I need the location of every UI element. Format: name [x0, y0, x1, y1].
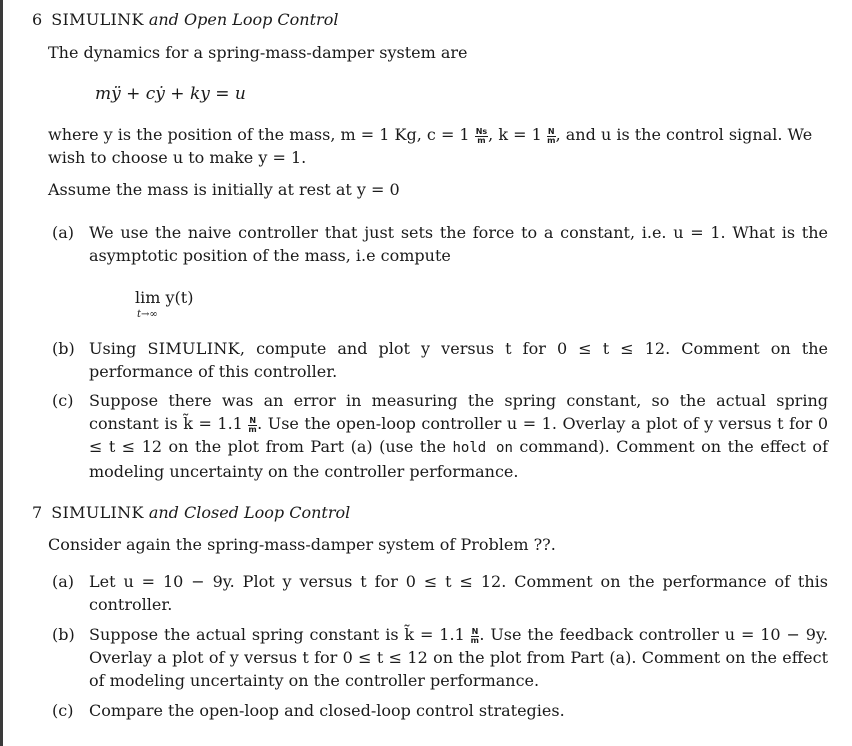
problem-6-assumption: Assume the mass is initially at rest at y = 0 — [48, 180, 400, 199]
part-label: (c) — [52, 391, 74, 410]
problem-7-part-c — [52, 699, 828, 722]
dynamics-equation: mÿ + cẏ + ky = u — [95, 84, 246, 104]
problem-6-title: and Open Loop Control — [143, 10, 339, 29]
page-left-border — [0, 0, 3, 746]
unit-n-per-m: $\frac{N}{m}$ — [547, 127, 556, 145]
problem-6-part-a — [52, 221, 828, 267]
part-label: (a) — [52, 223, 75, 242]
unit-n-per-m: $\frac{N}{m}$ — [248, 416, 257, 434]
problem-7-part-a — [52, 570, 828, 616]
problem-7-part-b — [52, 623, 828, 692]
part-b-text: Using SIMULINK, compute and plot y versus t for 0 ≤ t ≤ 12. Comment on the performance of this controller. — [89, 339, 828, 381]
problem-7-title-simulink: SIMULINK — [51, 503, 144, 522]
problem-6-heading — [32, 8, 338, 31]
part-label: (b) — [52, 625, 75, 644]
problem-6-intro: The dynamics for a spring-mass-damper system are — [48, 43, 468, 62]
problem-6-where-paragraph: where y is the position of the mass, m = 1 Kg, c = 1 $\frac{Ns}{m}$ , k = 1 $\frac{N}{m}$ , and u is the control signal. We wish to choose u to make y = 1. — [48, 125, 813, 167]
part-c-text: Suppose there was an error in measuring the spring constant, so the actual spring constant is k̃ = 1.1 $\frac{N}{m}$ . Use the open-loop controller u = 1. Overlay a plot of y versus t for 0 ≤ t ≤ 12 on the plot from Part (a) (use the hold on command). Comment on the effect of modeling uncertainty on the controller performance. — [89, 391, 828, 481]
limit-expression — [135, 286, 193, 320]
problem-6-title-simulink: SIMULINK — [51, 10, 144, 29]
hold-on-code: hold on — [452, 440, 513, 456]
unit-n-per-m: $\frac{N}{m}$ — [470, 627, 479, 645]
problem-7-title: and Closed Loop Control — [143, 503, 351, 522]
unit-ns-per-m: $\frac{Ns}{m}$ — [475, 127, 488, 145]
part-a-text: Let u = 10 − 9y. Plot y versus t for 0 ≤ t ≤ 12. Comment on the performance of this controller. — [89, 572, 828, 614]
problem-7-number: 7 — [32, 503, 43, 522]
problem-7-intro: Consider again the spring-mass-damper system of Problem ??. — [48, 535, 556, 554]
limit-subscript: t→∞ — [137, 309, 158, 320]
problem-6-number: 6 — [32, 10, 43, 29]
part-b-text: Suppose the actual spring constant is k̃ = 1.1 $\frac{N}{m}$ . Use the feedback controller u = 10 − 9y. Overlay a plot of y versus t for 0 ≤ t ≤ 12 on the plot from Part (a). Comment on the effect of modeling uncertainty on the controller performance. — [89, 625, 828, 690]
problem-7-heading — [32, 501, 350, 524]
problem-6-part-b — [52, 337, 828, 383]
part-a-text: We use the naive controller that just sets the force to a constant, i.e. u = 1. What is the asymptotic position of the mass, i.e compute — [89, 223, 828, 265]
part-label: (c) — [52, 701, 74, 720]
limit-top: lim y(t) — [135, 288, 194, 307]
problem-6-part-c — [52, 389, 828, 483]
part-c-text: Compare the open-loop and closed-loop control strategies. — [89, 701, 565, 720]
part-label: (b) — [52, 339, 75, 358]
part-label: (a) — [52, 572, 75, 591]
